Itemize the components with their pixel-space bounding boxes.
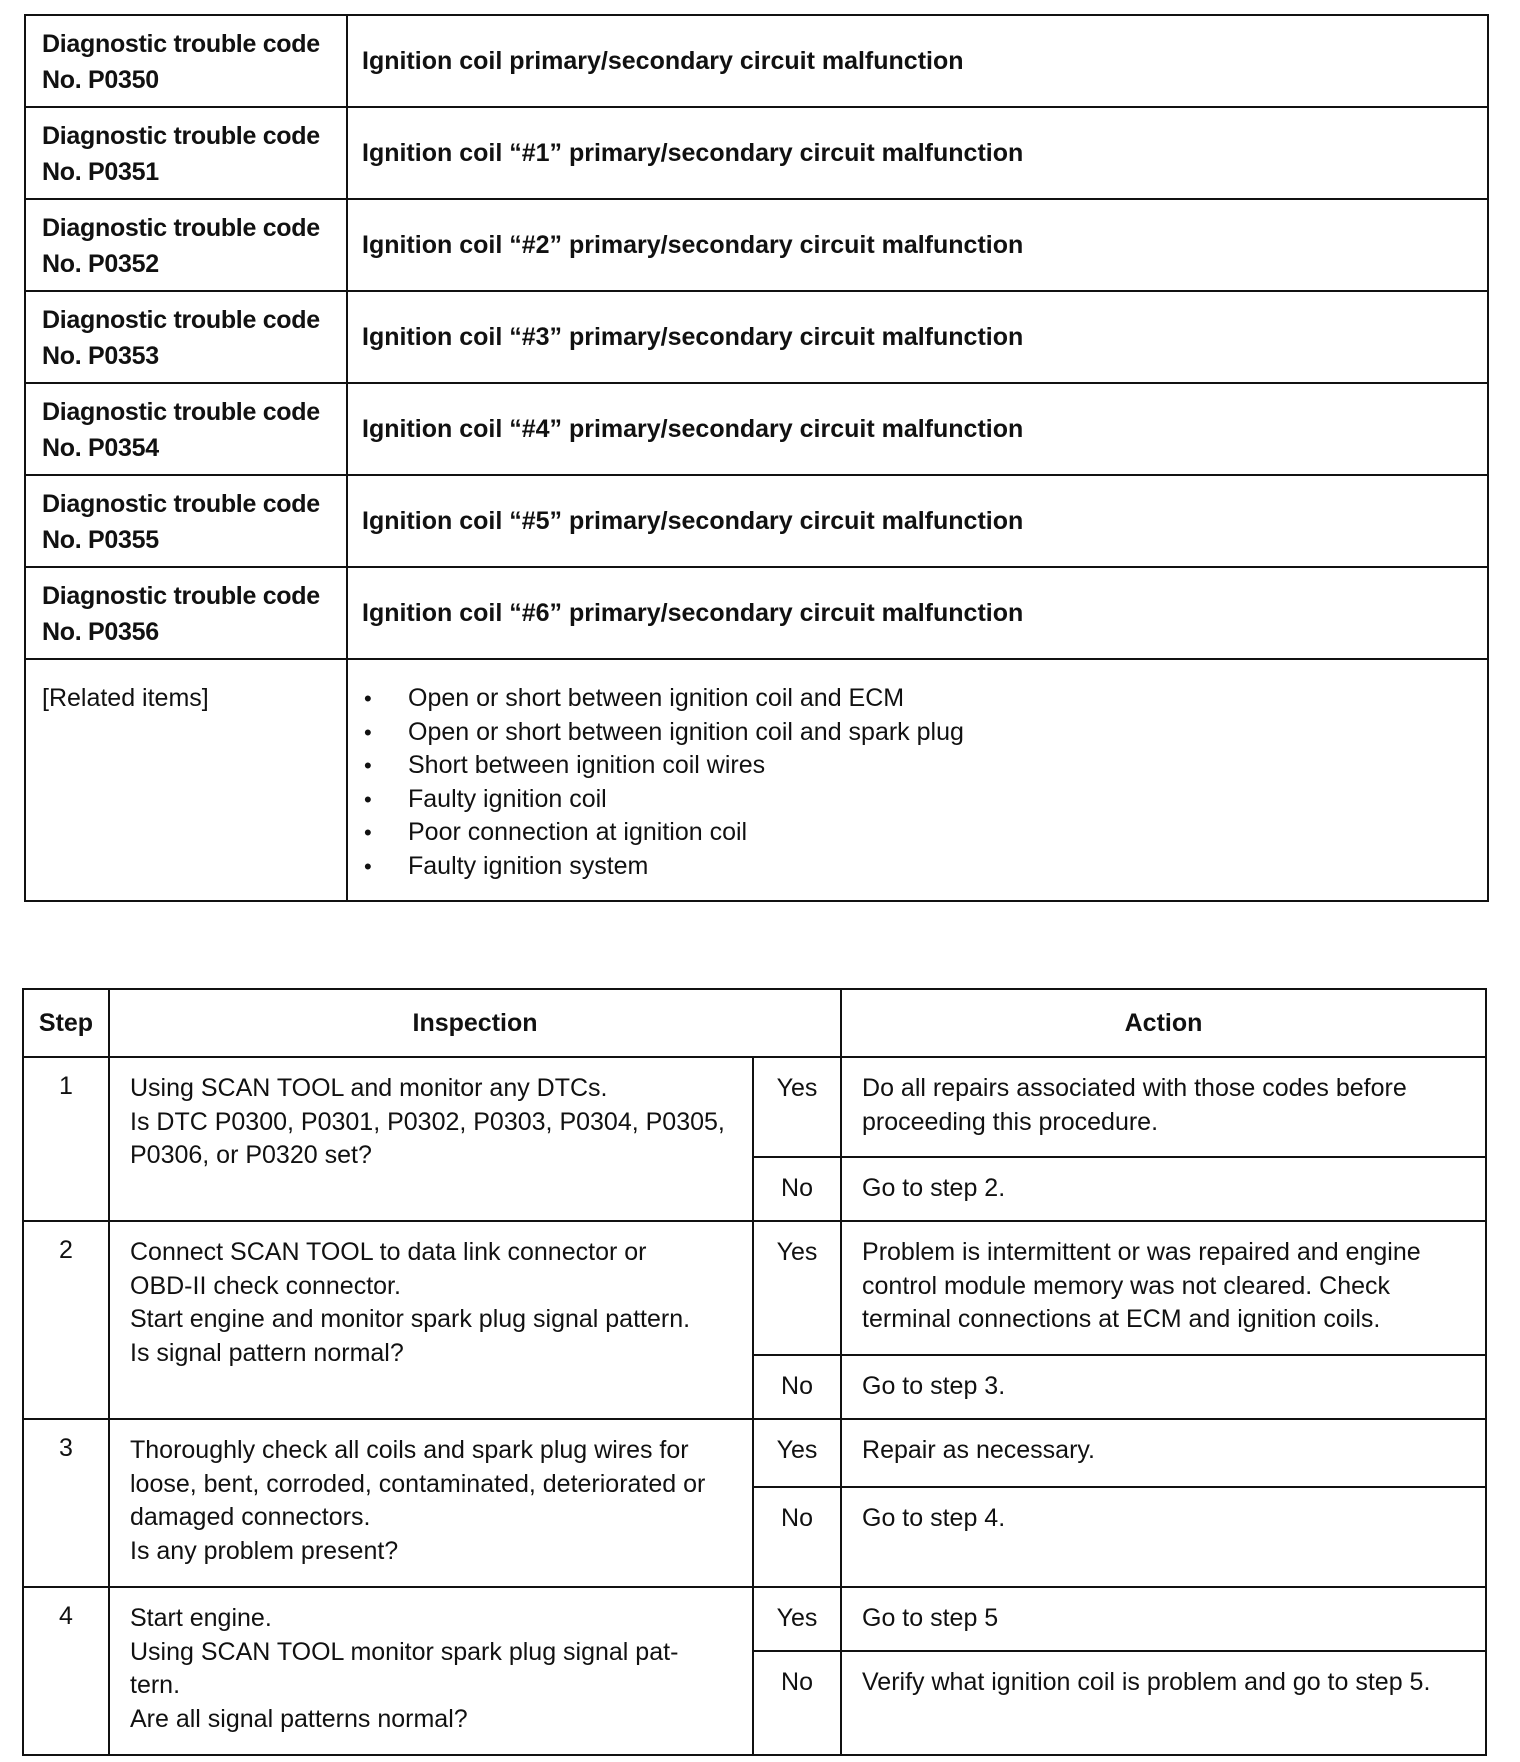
dtc-description: Ignition coil “#4” primary/secondary circuit malfunction (347, 383, 1488, 475)
action-line: Repair as necessary. (862, 1436, 1095, 1464)
action-line: Go to step 5 (862, 1604, 999, 1632)
action-line: Problem is intermittent or was repaired and engine (862, 1238, 1421, 1266)
yes-action (841, 1419, 1486, 1487)
no-action (841, 1651, 1486, 1755)
header-step: Step (23, 989, 109, 1057)
dtc-description: Ignition coil “#5” primary/secondary circuit malfunction (347, 475, 1488, 567)
dtc-code-label: Diagnostic trouble code (42, 214, 320, 242)
bullet-icon: • (364, 686, 372, 711)
step-number: 4 (23, 1587, 109, 1755)
inspection-cell (109, 1057, 753, 1221)
step-table-header (23, 989, 1486, 1057)
dtc-description: Ignition coil “#1” primary/secondary circuit malfunction (347, 107, 1488, 199)
yes-action (841, 1587, 1486, 1651)
related-item-text: Short between ignition coil wires (408, 751, 766, 779)
dtc-row (25, 291, 1488, 383)
bullet-icon: • (364, 853, 372, 879)
list-item (358, 783, 1477, 817)
related-item-text: Poor connection at ignition coil (408, 818, 748, 846)
related-items-label: [Related items] (25, 659, 347, 901)
action-line: terminal connections at ECM and ignition coils. (862, 1305, 1381, 1333)
dtc-row (25, 15, 1488, 107)
step-number: 1 (23, 1057, 109, 1221)
no-label: No (753, 1487, 841, 1587)
yes-label: Yes (753, 1587, 841, 1651)
yes-action (841, 1221, 1486, 1355)
dtc-description: Ignition coil “#3” primary/secondary circuit malfunction (347, 291, 1488, 383)
dtc-code-cell (25, 291, 347, 383)
dtc-code-number: No. P0353 (42, 342, 159, 370)
step-number: 2 (23, 1221, 109, 1419)
dtc-row (25, 199, 1488, 291)
inspection-line: Connect SCAN TOOL to data link connector or (130, 1238, 647, 1266)
bullet-icon: • (364, 719, 372, 745)
dtc-code-number: No. P0356 (42, 618, 159, 646)
action-line: control module memory was not cleared. Check (862, 1271, 1391, 1300)
bullet-icon: • (364, 820, 372, 845)
step-table (22, 988, 1487, 1756)
yes-action (841, 1057, 1486, 1157)
inspection-line: Is any problem present? (130, 1536, 399, 1565)
related-items-row (25, 659, 1488, 901)
inspection-line: Start engine. (130, 1604, 272, 1632)
dtc-code-number: No. P0355 (42, 526, 159, 554)
action-line: Go to step 2. (862, 1174, 1006, 1202)
inspection-line: damaged connectors. (130, 1503, 371, 1531)
action-line: proceeding this procedure. (862, 1107, 1159, 1136)
dtc-code-cell (25, 15, 347, 107)
list-item (358, 682, 1477, 716)
no-action (841, 1355, 1486, 1419)
dtc-table (24, 14, 1489, 902)
dtc-code-label: Diagnostic trouble code (42, 582, 320, 610)
inspection-line: OBD-II check connector. (130, 1271, 401, 1300)
dtc-code-cell (25, 383, 347, 475)
related-item-text: Faulty ignition coil (408, 784, 607, 813)
header-inspection: Inspection (109, 989, 841, 1057)
inspection-cell (109, 1587, 753, 1755)
action-line: Verify what ignition coil is problem and go to step 5. (862, 1668, 1431, 1696)
bullet-icon: • (364, 786, 372, 812)
dtc-code-cell (25, 475, 347, 567)
inspection-line: Is DTC P0300, P0301, P0302, P0303, P0304, P0305, (130, 1107, 725, 1136)
yes-label: Yes (753, 1057, 841, 1157)
no-action (841, 1157, 1486, 1221)
list-item (358, 850, 1477, 884)
step-number: 3 (23, 1419, 109, 1587)
inspection-cell (109, 1221, 753, 1419)
dtc-code-number: No. P0351 (42, 158, 159, 186)
inspection-line: Using SCAN TOOL monitor spark plug signal pat- (130, 1637, 679, 1666)
bullet-icon: • (364, 753, 372, 778)
action-line: Do all repairs associated with those codes before (862, 1074, 1407, 1102)
dtc-code-label: Diagnostic trouble code (42, 490, 320, 518)
dtc-row (25, 567, 1488, 659)
related-items-cell (347, 659, 1488, 901)
dtc-code-number: No. P0354 (42, 434, 159, 462)
dtc-code-number: No. P0352 (42, 250, 159, 278)
dtc-code-cell (25, 199, 347, 291)
yes-label: Yes (753, 1419, 841, 1487)
table-row (23, 1587, 1486, 1651)
no-label: No (753, 1651, 841, 1755)
inspection-cell (109, 1419, 753, 1587)
related-items-list (358, 682, 1477, 883)
dtc-description: Ignition coil “#2” primary/secondary circuit malfunction (347, 199, 1488, 291)
inspection-line: loose, bent, corroded, contaminated, deteriorated or (130, 1469, 706, 1498)
dtc-code-cell (25, 107, 347, 199)
table-row (23, 1221, 1486, 1355)
list-item (358, 716, 1477, 750)
table-row (23, 1419, 1486, 1487)
related-item-text: Faulty ignition system (408, 851, 649, 880)
inspection-line: P0306, or P0320 set? (130, 1141, 372, 1169)
no-label: No (753, 1157, 841, 1221)
inspection-line: Start engine and monitor spark plug signal pattern. (130, 1305, 691, 1333)
inspection-line: Using SCAN TOOL and monitor any DTCs. (130, 1074, 608, 1102)
dtc-row (25, 107, 1488, 199)
header-action: Action (841, 989, 1486, 1057)
list-item (358, 749, 1477, 783)
list-item (358, 816, 1477, 850)
dtc-code-label: Diagnostic trouble code (42, 306, 320, 334)
no-label: No (753, 1355, 841, 1419)
dtc-code-cell (25, 567, 347, 659)
action-line: Go to step 3. (862, 1372, 1006, 1400)
no-action (841, 1487, 1486, 1587)
inspection-line: Is signal pattern normal? (130, 1338, 404, 1367)
dtc-code-label: Diagnostic trouble code (42, 122, 320, 150)
related-item-text: Open or short between ignition coil and ECM (408, 684, 905, 712)
dtc-code-number: No. P0350 (42, 66, 159, 94)
dtc-row (25, 475, 1488, 567)
inspection-line: tern. (130, 1671, 181, 1699)
inspection-line: Are all signal patterns normal? (130, 1704, 468, 1733)
related-item-text: Open or short between ignition coil and spark plug (408, 717, 964, 746)
table-row (23, 1057, 1486, 1157)
dtc-row (25, 383, 1488, 475)
dtc-code-label: Diagnostic trouble code (42, 30, 320, 58)
dtc-description: Ignition coil “#6” primary/secondary circuit malfunction (347, 567, 1488, 659)
dtc-description: Ignition coil primary/secondary circuit malfunction (347, 15, 1488, 107)
action-line: Go to step 4. (862, 1504, 1006, 1532)
inspection-line: Thoroughly check all coils and spark plug wires for (130, 1436, 689, 1464)
dtc-code-label: Diagnostic trouble code (42, 398, 320, 426)
yes-label: Yes (753, 1221, 841, 1355)
